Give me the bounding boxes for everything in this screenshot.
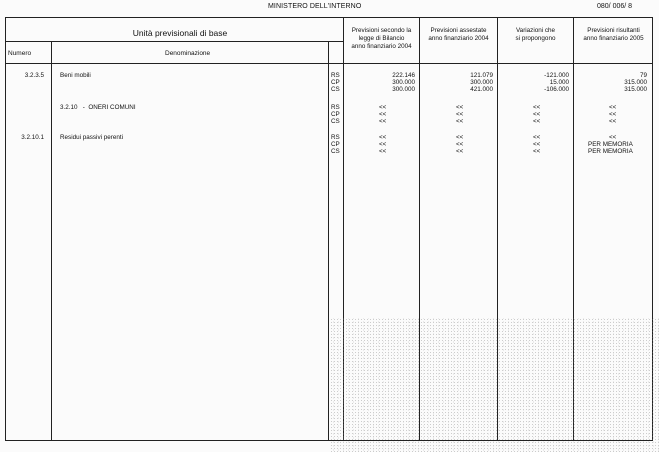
row-codes: RS CP CS (331, 104, 340, 125)
row-values-bilancio: << << << (379, 104, 387, 125)
row-denominazione: Residui passivi perenti (60, 134, 123, 141)
col-header-prev-bilancio: Previsioni secondo la legge di Bilancio anno finanziario 2004 (351, 27, 412, 50)
row-values-bilancio: 222.146 300.000 300.000 (392, 72, 415, 93)
group-title: Unità previsionali di base (132, 28, 228, 38)
row-values-assestate: << << << (456, 134, 464, 155)
row-values-risultanti: << << << (609, 104, 617, 125)
col-header-denominazione: Denominazione (165, 50, 211, 57)
row-values-variazioni: << << << (533, 104, 541, 125)
col-header-prev-assestate: Previsioni assestate anno finanziario 2004 (428, 27, 489, 42)
row-numero: 3.2.10.1 (21, 134, 44, 141)
row-divider-header (5, 63, 653, 64)
col-header-numero: Numero (8, 50, 32, 57)
row-codes: RS CP CS (331, 72, 340, 93)
row-numero: 3.2.3.5 (24, 72, 44, 79)
row-values-assestate: 121.079 300.000 421.000 (470, 72, 493, 93)
row-values-bilancio: << << << (379, 134, 387, 155)
ministry-title: MINISTERO DELL'INTERNO (268, 3, 362, 10)
col-header-variazioni: Variazioni che si propongono (515, 27, 556, 42)
row-denominazione: Beni mobili (60, 72, 91, 79)
row-values-risultanti: << PER MEMORIA PER MEMORIA (588, 134, 633, 155)
row-values-assestate: << << << (456, 104, 464, 125)
scan-noise (330, 318, 659, 452)
col-header-prev-risultanti: Previsioni risultanti anno finanziario 2005 (583, 27, 644, 42)
row-values-variazioni: -121.000 15.000 -106.000 (544, 72, 569, 93)
row-values-variazioni: << << << (533, 134, 541, 155)
row-codes: RS CP CS (331, 134, 340, 155)
col-divider-codes (328, 41, 329, 441)
row-divider-subheader (5, 41, 343, 42)
col-divider-numero (51, 41, 52, 441)
row-denominazione: 3.2.10 - ONERI COMUNI (60, 104, 136, 111)
row-values-risultanti: 79 315.000 315.000 (624, 72, 647, 93)
page-code: 080/ 006/ 8 (597, 3, 633, 10)
